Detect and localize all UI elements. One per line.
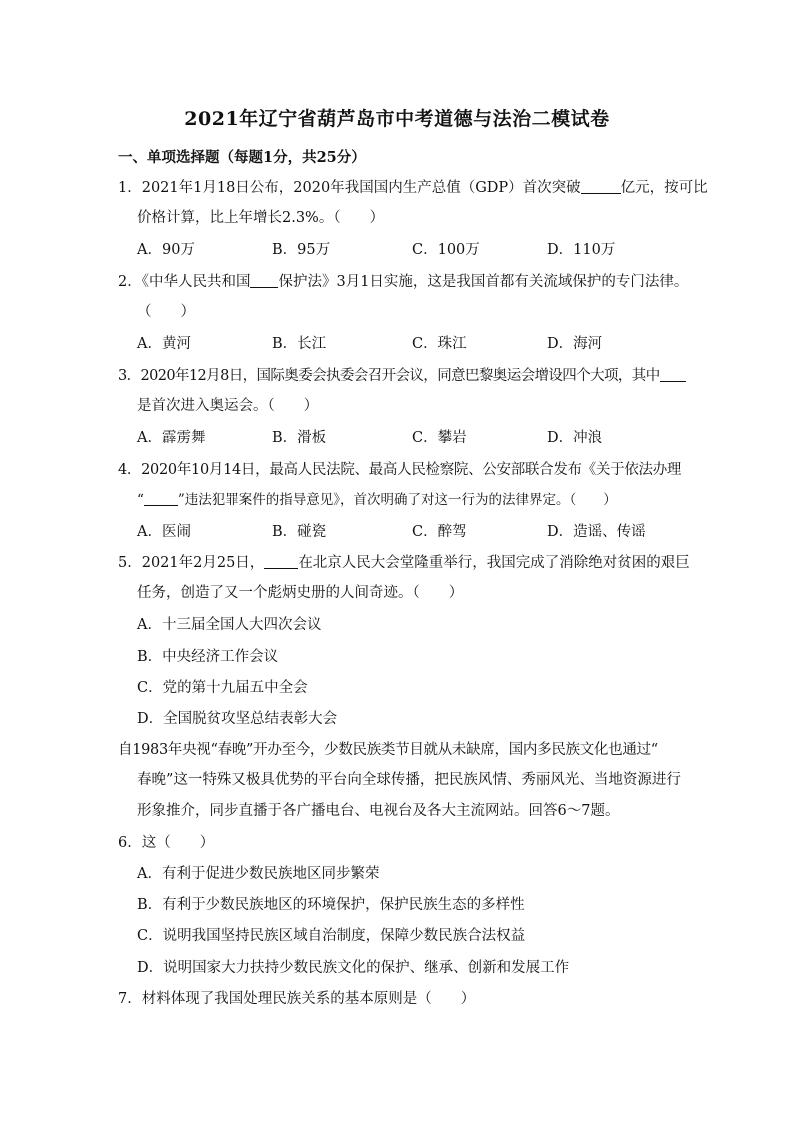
option-b: B．中央经济工作会议 [137, 649, 279, 665]
material-line-1: 自1983年央视“春晚”开办至今，少数民族类节目就从未缺席，国内多民族文化也通过“ [118, 742, 658, 758]
option-d: D．说明国家大力扶持少数民族文化的保护、继承、创新和发展工作 [137, 960, 570, 976]
answer-blank [264, 554, 298, 569]
option-b: B．长江 [272, 336, 327, 352]
question-1-stem-cont: 价格计算，比上年增长2.3%。（ ） [137, 210, 385, 226]
answer-blank [660, 367, 686, 382]
page-title: 2021年辽宁省葫芦岛市中考道德与法治二模试卷 [184, 108, 610, 130]
option-c: C．醉驾 [412, 524, 467, 540]
option-c: C．说明我国坚持民族区域自治制度，保障少数民族合法权益 [137, 928, 526, 944]
question-4-stem-cont: “ ”违法犯罪案件的指导意见》，首次明确了对这一行为的法律界定。（ ） [137, 492, 617, 508]
question-5-stem-cont: 任务，创造了又一个彪炳史册的人间奇迹。（ ） [137, 585, 464, 601]
answer-blank [581, 179, 621, 194]
material-line-3: 形象推介，同步直播于各广播电台、电视台及各大主流网站。回答6～7题。 [137, 803, 620, 819]
section-heading: 一、单项选择题（每题1分，共25分） [118, 149, 366, 166]
question-5-stem: 5．2021年2月25日， 在北京人民大会堂隆重举行，我国完成了消除绝对贫困的艰巨 [118, 555, 690, 571]
option-a: A．医闹 [137, 524, 191, 540]
option-d: D．海河 [547, 336, 603, 352]
option-c: C．党的第十九届五中全会 [137, 680, 308, 696]
option-a: A．90万 [137, 242, 195, 258]
answer-blank [250, 273, 278, 288]
question-3-stem-cont: 是首次进入奥运会。（ ） [137, 398, 319, 414]
answer-blank [144, 491, 178, 506]
option-d: D．110万 [547, 242, 616, 258]
option-a: A．有利于促进少数民族地区同步繁荣 [137, 866, 380, 882]
question-3-stem: 3．2020年12月8日，国际奥委会执委会召开会议，同意巴黎奥运会增设四个大项，其中 [118, 364, 686, 385]
option-d: D．全国脱贫攻坚总结表彰大会 [137, 711, 338, 727]
option-c: C．100万 [412, 242, 480, 258]
option-b: B．滑板 [272, 430, 327, 446]
question-7-stem: 7．材料体现了我国处理民族关系的基本原则是（ ） [118, 991, 476, 1007]
option-d: D．冲浪 [547, 430, 603, 446]
option-a: A．黄河 [137, 336, 191, 352]
option-c: C．珠江 [412, 336, 467, 352]
question-6-stem: 6．这（ ） [118, 835, 215, 851]
option-d: D．造谣、传谣 [547, 524, 646, 540]
option-b: B．有利于少数民族地区的环境保护，保护民族生态的多样性 [137, 897, 525, 913]
question-1-stem: 1．2021年1月18日公布，2020年我国国内生产总值（GDP）首次突破 亿元，按可比 [118, 180, 708, 196]
option-c: C．攀岩 [412, 430, 467, 446]
option-a: A．霹雳舞 [137, 430, 206, 446]
option-a: A．十三届全国人大四次会议 [137, 617, 322, 633]
option-b: B．95万 [272, 242, 331, 258]
option-b: B．碰瓷 [272, 524, 327, 540]
question-4-stem: 4．2020年10月14日，最高人民法院、最高人民检察院、公安部联合发布《关于依法办理 [118, 462, 682, 478]
question-2-stem: 2．《中华人民共和国 保护法》3月1日实施，这是我国首都有关流域保护的专门法律。 [118, 274, 689, 290]
material-line-2: 春晚”这一特殊又极具优势的平台向全球传播，把民族风情、秀丽风光、当地资源进行 [137, 772, 681, 788]
question-2-stem-cont: （ ） [137, 304, 195, 320]
